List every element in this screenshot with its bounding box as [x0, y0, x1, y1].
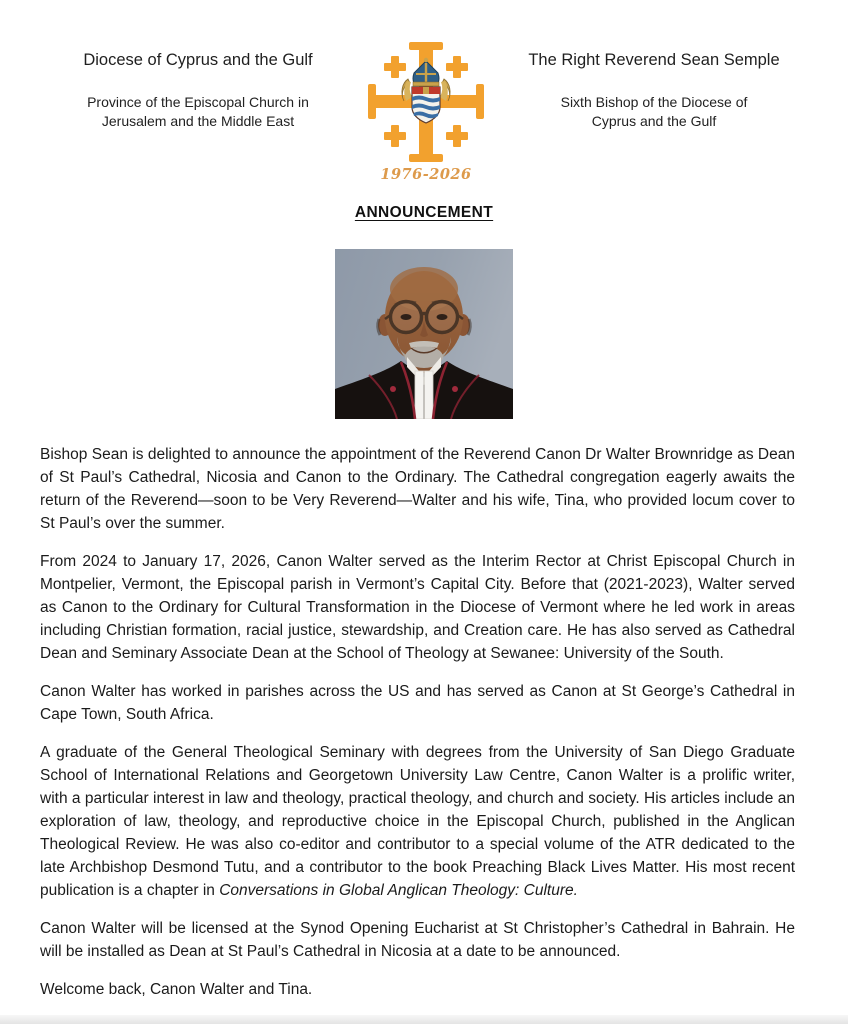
anniversary-years-label: 1976-2026: [380, 166, 472, 183]
bishop-subtitle-line2: Cyprus and the Gulf: [591, 113, 717, 129]
paragraph-appointment: Bishop Sean is delighted to announce the appointment of the Reverend Canon Dr Walter Brownridge as Dean of St Paul’s Cathedral, Nicosia and Canon to the Ordinary. The Cathedral congregation eagerly awaits the return of the Reverend—soon to be Very Reverend—Walter and his wife, Tina, who provided locum cover to St Paul’s over the summer.: [40, 446, 795, 532]
paragraph-welcome: Welcome back, Canon Walter and Tina.: [40, 981, 313, 998]
page-bottom-edge: [0, 1015, 848, 1024]
header-right-column: [504, 50, 804, 131]
announcement-body: [40, 443, 795, 1001]
announcement-heading: ANNOUNCEMENT: [354, 204, 494, 221]
paragraph-licensing: Canon Walter will be licensed at the Synod Opening Eucharist at St Christopher’s Cathedral in Bahrain. He will be installed as Dean at St Paul’s Cathedral in Nicosia at a date to be announced.: [40, 920, 795, 960]
document-header: [0, 0, 848, 183]
bishop-name-title: The Right Reverend Sean Semple: [528, 51, 780, 69]
paragraph-parishes: Canon Walter has worked in parishes across the US and has served as Canon at St George’s Cathedral in Cape Town, South Africa.: [40, 683, 795, 723]
diocese-subtitle-line1: Province of the Episcopal Church in: [87, 94, 309, 110]
portrait-photo: [335, 249, 513, 419]
bishop-arms-icon: [402, 58, 450, 123]
paragraph-education-writing: A graduate of the General Theological Seminary with degrees from the University of San Diego Graduate School of International Relations and Georgetown University Law Centre, Canon Walter is a prolific writer, with a particular interest in law and theology, practical theology, and church and society. His articles include an exploration of law, theology, and reproductive choice in the Episcopal Church, published in the Anglican Theological Review. He was also co-editor and contributor to a special volume of the ATR dedicated to the late Archbishop Desmond Tutu, and a contributor to the book Preaching Black Lives Matter. His most recent publication is a chapter in Conversations in Global Anglican Theology: Culture.: [40, 744, 795, 899]
jerusalem-cross-crest-icon: [364, 41, 488, 163]
diocese-crest-logo: [351, 41, 501, 183]
diocese-subtitle-line2: Jerusalem and the Middle East: [101, 113, 295, 129]
diocese-subtitle: [48, 93, 348, 131]
portrait-photo-image: [335, 249, 513, 419]
bishop-subtitle-line1: Sixth Bishop of the Diocese of: [560, 94, 748, 110]
diocese-title: Diocese of Cyprus and the Gulf: [83, 51, 313, 69]
bishop-subtitle: [504, 93, 804, 131]
book-title-italic: Conversations in Global Anglican Theology: Culture.: [219, 882, 578, 899]
header-left-column: [48, 50, 348, 131]
paragraph-career-vermont: From 2024 to January 17, 2026, Canon Walter served as the Interim Rector at Christ Episcopal Church in Montpelier, Vermont, the Episcopal parish in Vermont’s Capital City. Before that (2021-2023), Walter served as Canon to the Ordinary for Cultural Transformation in the Diocese of Vermont where he led work in areas including Christian formation, racial justice, stewardship, and Creation care. He has also served as Cathedral Dean and Seminary Associate Dean at the School of Theology at Sewanee: University of the South.: [40, 553, 795, 662]
